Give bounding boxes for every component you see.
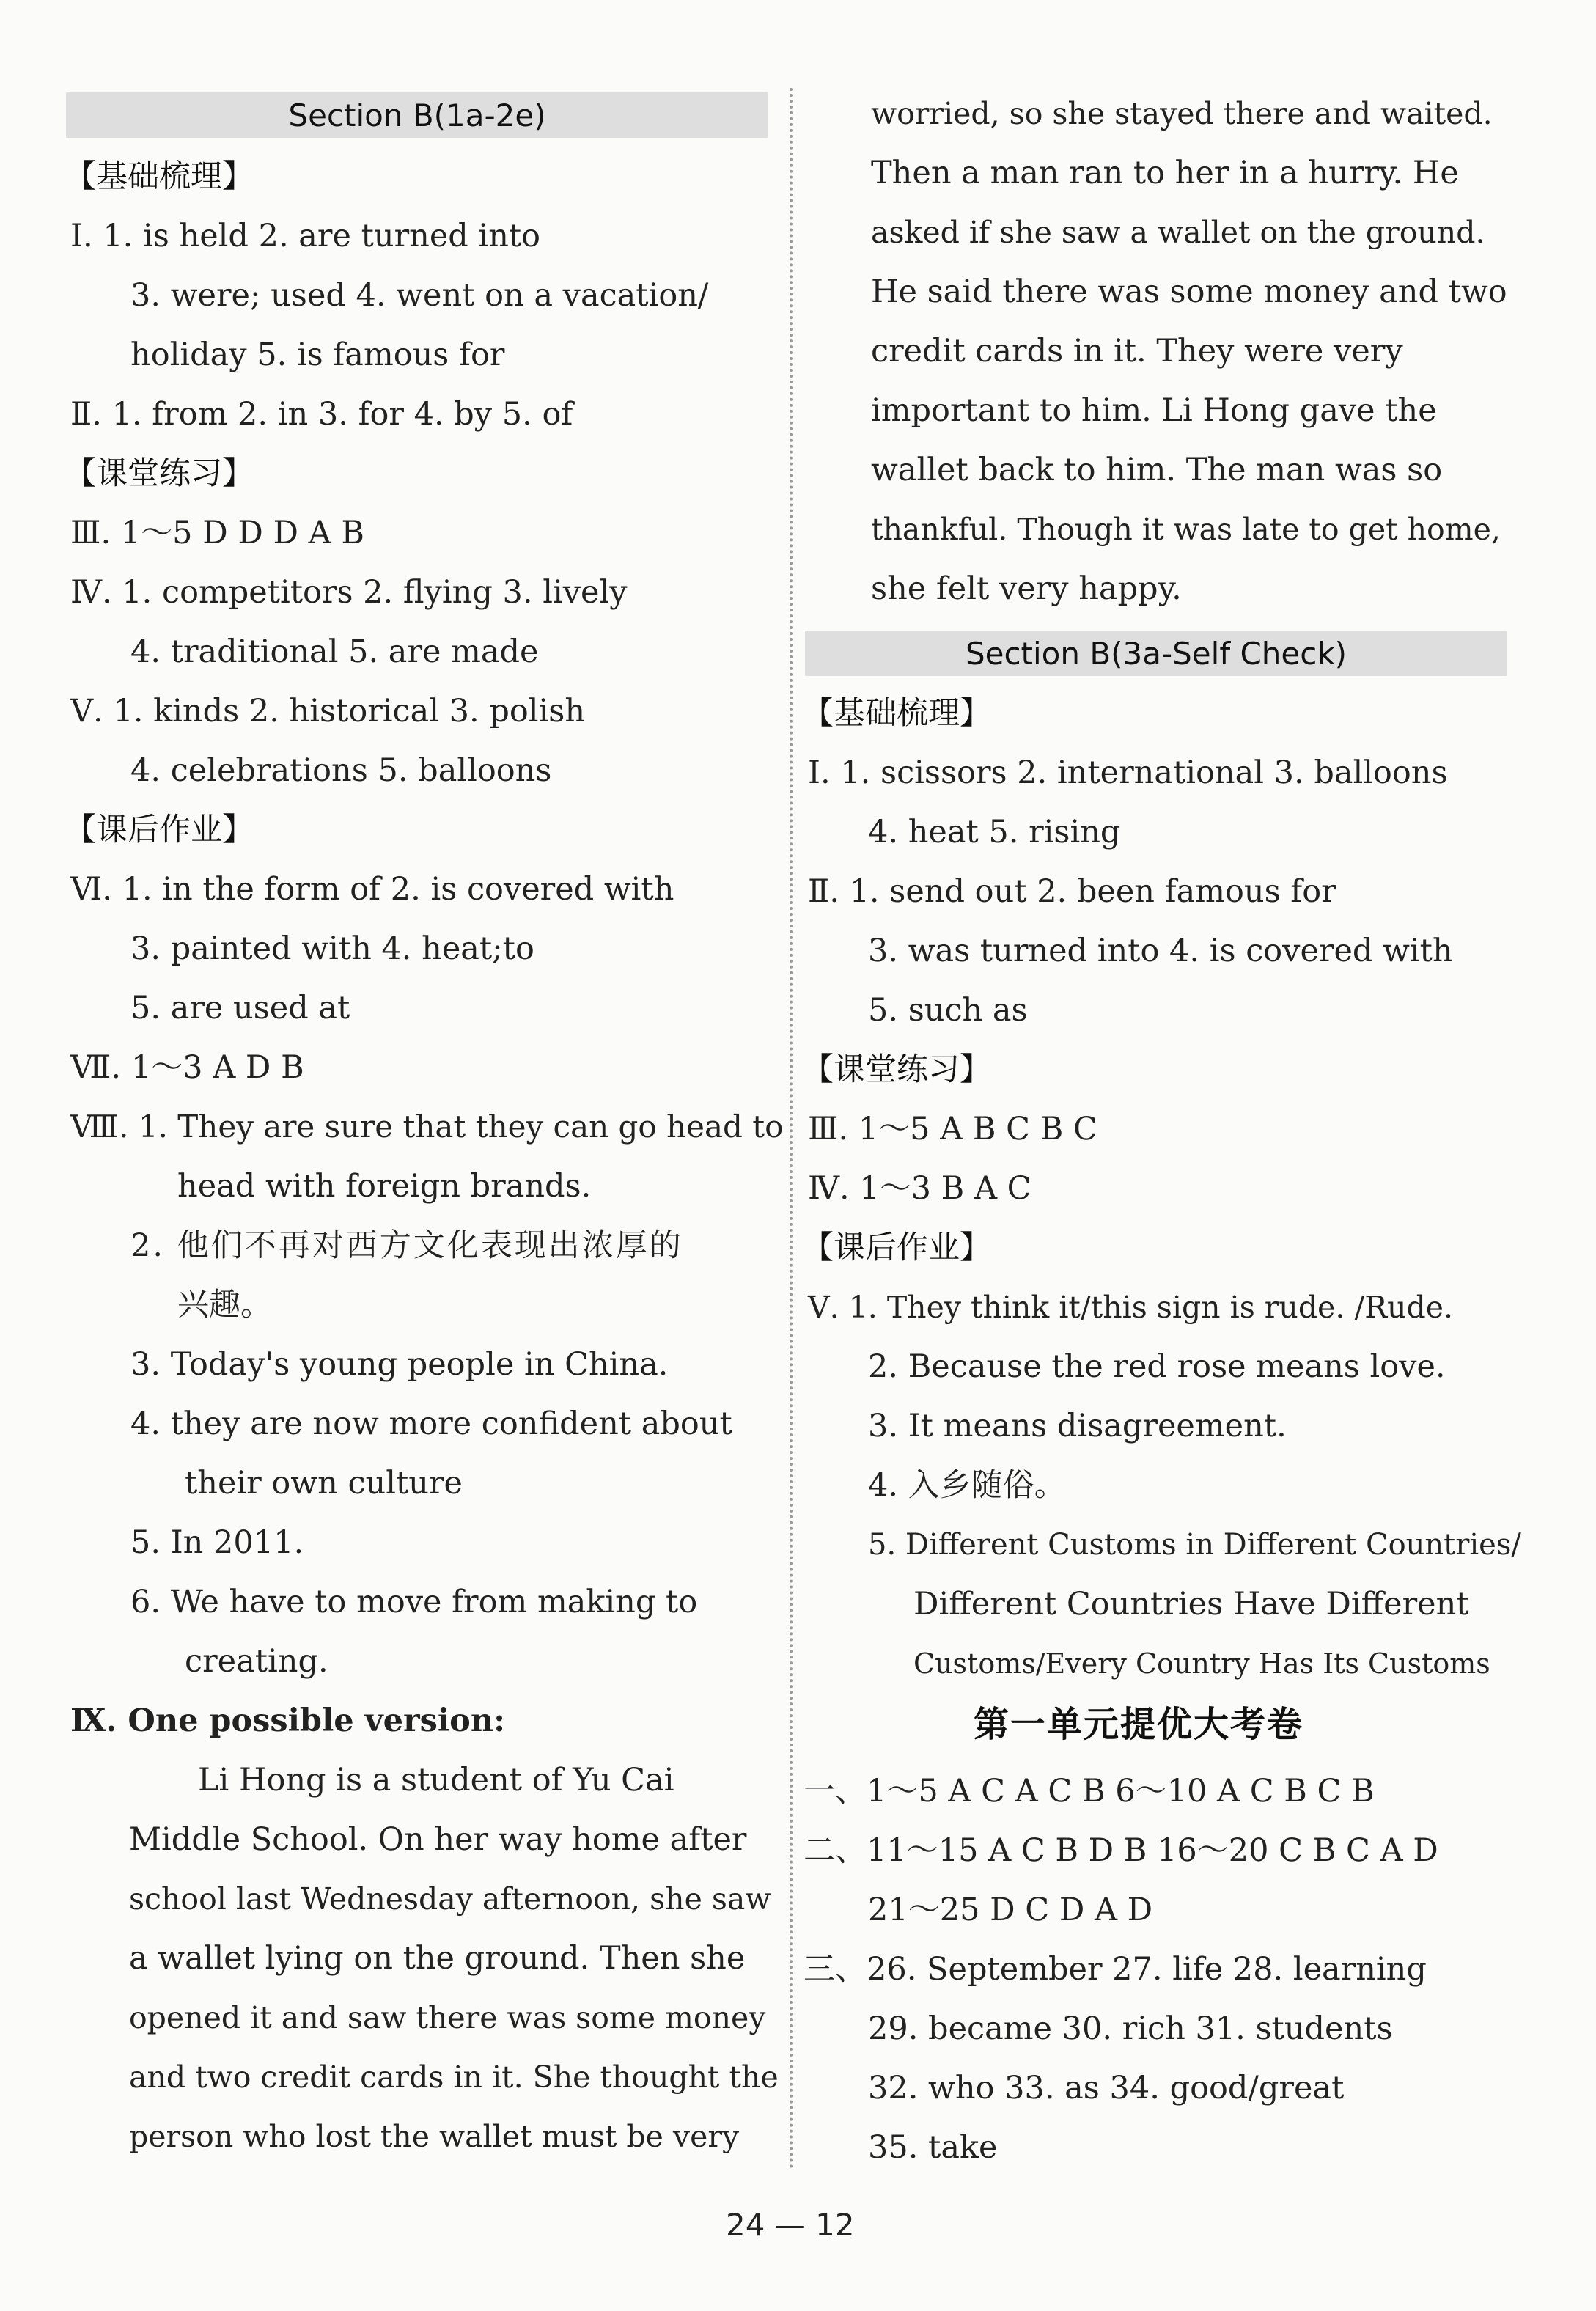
answer-line: 3. was turned into 4. is covered with <box>868 933 1453 969</box>
answer-line: 三、26. September 27. life 28. learning <box>803 1951 1427 1988</box>
heading-class-practice: 【课堂练习】 <box>802 1051 991 1088</box>
section-header-3a-self-check: Section B(3a-Self Check) <box>805 631 1507 676</box>
section-header-1a-2e: Section B(1a-2e) <box>66 92 768 138</box>
essay-line: person who lost the wallet must be very <box>129 2119 740 2154</box>
answer-line: 5. In 2011. <box>130 1524 304 1561</box>
essay-line: Middle School. On her way home after <box>129 1821 747 1858</box>
answer-line: 兴趣。 <box>177 1287 272 1323</box>
answer-line: Different Countries Have Different <box>913 1586 1469 1623</box>
answer-line: 35. take <box>868 2129 998 2166</box>
answer-line: Ⅴ. 1. kinds 2. historical 3. polish <box>70 693 586 730</box>
essay-line: thankful. Though it was late to get home, <box>871 512 1501 547</box>
answer-line: Ⅷ. 1. They are sure that they can go head to <box>70 1109 784 1145</box>
answer-line: their own culture <box>185 1465 463 1502</box>
answer-line: Ⅶ. 1～3 A D B <box>70 1049 304 1086</box>
column-divider <box>790 88 793 2170</box>
answer-line: 32. who 33. as 34. good/great <box>868 2070 1345 2106</box>
answer-line: 4. 入乡随俗。 <box>868 1467 1066 1504</box>
answer-line: 3. were; used 4. went on a vacation/ <box>130 277 709 314</box>
answer-line: Customs/Every Country Has Its Customs <box>913 1647 1490 1680</box>
answer-line: 2. 他们不再对西方文化表现出浓厚的 <box>130 1227 683 1264</box>
heading-class-practice: 【课堂练习】 <box>65 455 254 492</box>
answer-line: 6. We have to move from making to <box>130 1584 698 1620</box>
answer-line: 4. heat 5. rising <box>868 814 1121 850</box>
essay-line: important to him. Li Hong gave the <box>871 392 1437 429</box>
answer-line: 3. painted with 4. heat;to <box>130 930 534 967</box>
essay-line: Then a man ran to her in a hurry. He <box>871 155 1459 191</box>
answer-line: 2. Because the red rose means love. <box>868 1348 1446 1385</box>
answer-line: 一、1～5 A C A C B 6～10 A C B C B <box>803 1773 1375 1810</box>
essay-heading: Ⅸ. One possible version: <box>70 1702 505 1739</box>
answer-line: Ⅰ. 1. is held 2. are turned into <box>70 218 541 254</box>
essay-line: credit cards in it. They were very <box>871 333 1403 370</box>
essay-line: she felt very happy. <box>871 570 1182 607</box>
answer-line: head with foreign brands. <box>177 1168 592 1205</box>
answer-line: holiday 5. is famous for <box>130 337 505 373</box>
answer-line: Ⅳ. 1. competitors 2. flying 3. lively <box>70 574 628 611</box>
essay-line: and two credit cards in it. She thought the <box>129 2060 779 2095</box>
answer-line: 4. they are now more confident about <box>130 1406 732 1442</box>
answer-line: 5. are used at <box>130 990 350 1026</box>
essay-line: a wallet lying on the ground. Then she <box>129 1940 746 1977</box>
answer-line: 29. became 30. rich 31. students <box>868 2010 1393 2047</box>
answer-line: Ⅰ. 1. scissors 2. international 3. balloons <box>808 754 1448 791</box>
answer-line: creating. <box>185 1643 328 1680</box>
unit-exam-title: 第一单元提优大考卷 <box>974 1704 1304 1745</box>
answer-line: 4. traditional 5. are made <box>130 633 539 670</box>
essay-line: He said there was some money and two <box>871 273 1507 310</box>
essay-line: school last Wednesday afternoon, she saw <box>129 1881 771 1917</box>
heading-homework: 【课后作业】 <box>65 812 254 848</box>
essay-line: opened it and saw there was some money <box>129 2000 766 2035</box>
answer-line: Ⅳ. 1～3 B A C <box>808 1170 1031 1207</box>
answer-line: 3. It means disagreement. <box>868 1408 1287 1444</box>
answer-line: 二、11～15 A C B D B 16～20 C B C A D <box>803 1832 1438 1869</box>
essay-line: asked if she saw a wallet on the ground. <box>871 215 1485 250</box>
answer-line: 21～25 D C D A D <box>868 1892 1153 1928</box>
answer-line: 5. such as <box>868 992 1028 1029</box>
answer-line: Ⅲ. 1～5 D D D A B <box>70 515 364 551</box>
heading-basic-review: 【基础梳理】 <box>65 158 254 195</box>
answer-line: 3. Today's young people in China. <box>130 1346 669 1383</box>
heading-basic-review: 【基础梳理】 <box>802 695 991 732</box>
answer-line: 4. celebrations 5. balloons <box>130 752 552 789</box>
page-number: 24 — 12 <box>726 2207 855 2243</box>
answer-line: Ⅴ. 1. They think it/this sign is rude. /Rude. <box>808 1290 1454 1325</box>
answer-line: Ⅱ. 1. from 2. in 3. for 4. by 5. of <box>70 396 573 433</box>
answer-line: Ⅱ. 1. send out 2. been famous for <box>808 873 1336 910</box>
heading-homework: 【课后作业】 <box>802 1230 991 1266</box>
essay-line: worried, so she stayed there and waited. <box>871 96 1493 131</box>
answer-line: 5. Different Customs in Different Countries/ <box>868 1528 1521 1562</box>
essay-line: Li Hong is a student of Yu Cai <box>198 1762 674 1799</box>
answer-line: Ⅲ. 1～5 A B C B C <box>808 1111 1097 1147</box>
answer-line: Ⅵ. 1. in the form of 2. is covered with <box>70 871 674 908</box>
essay-line: wallet back to him. The man was so <box>871 452 1443 488</box>
